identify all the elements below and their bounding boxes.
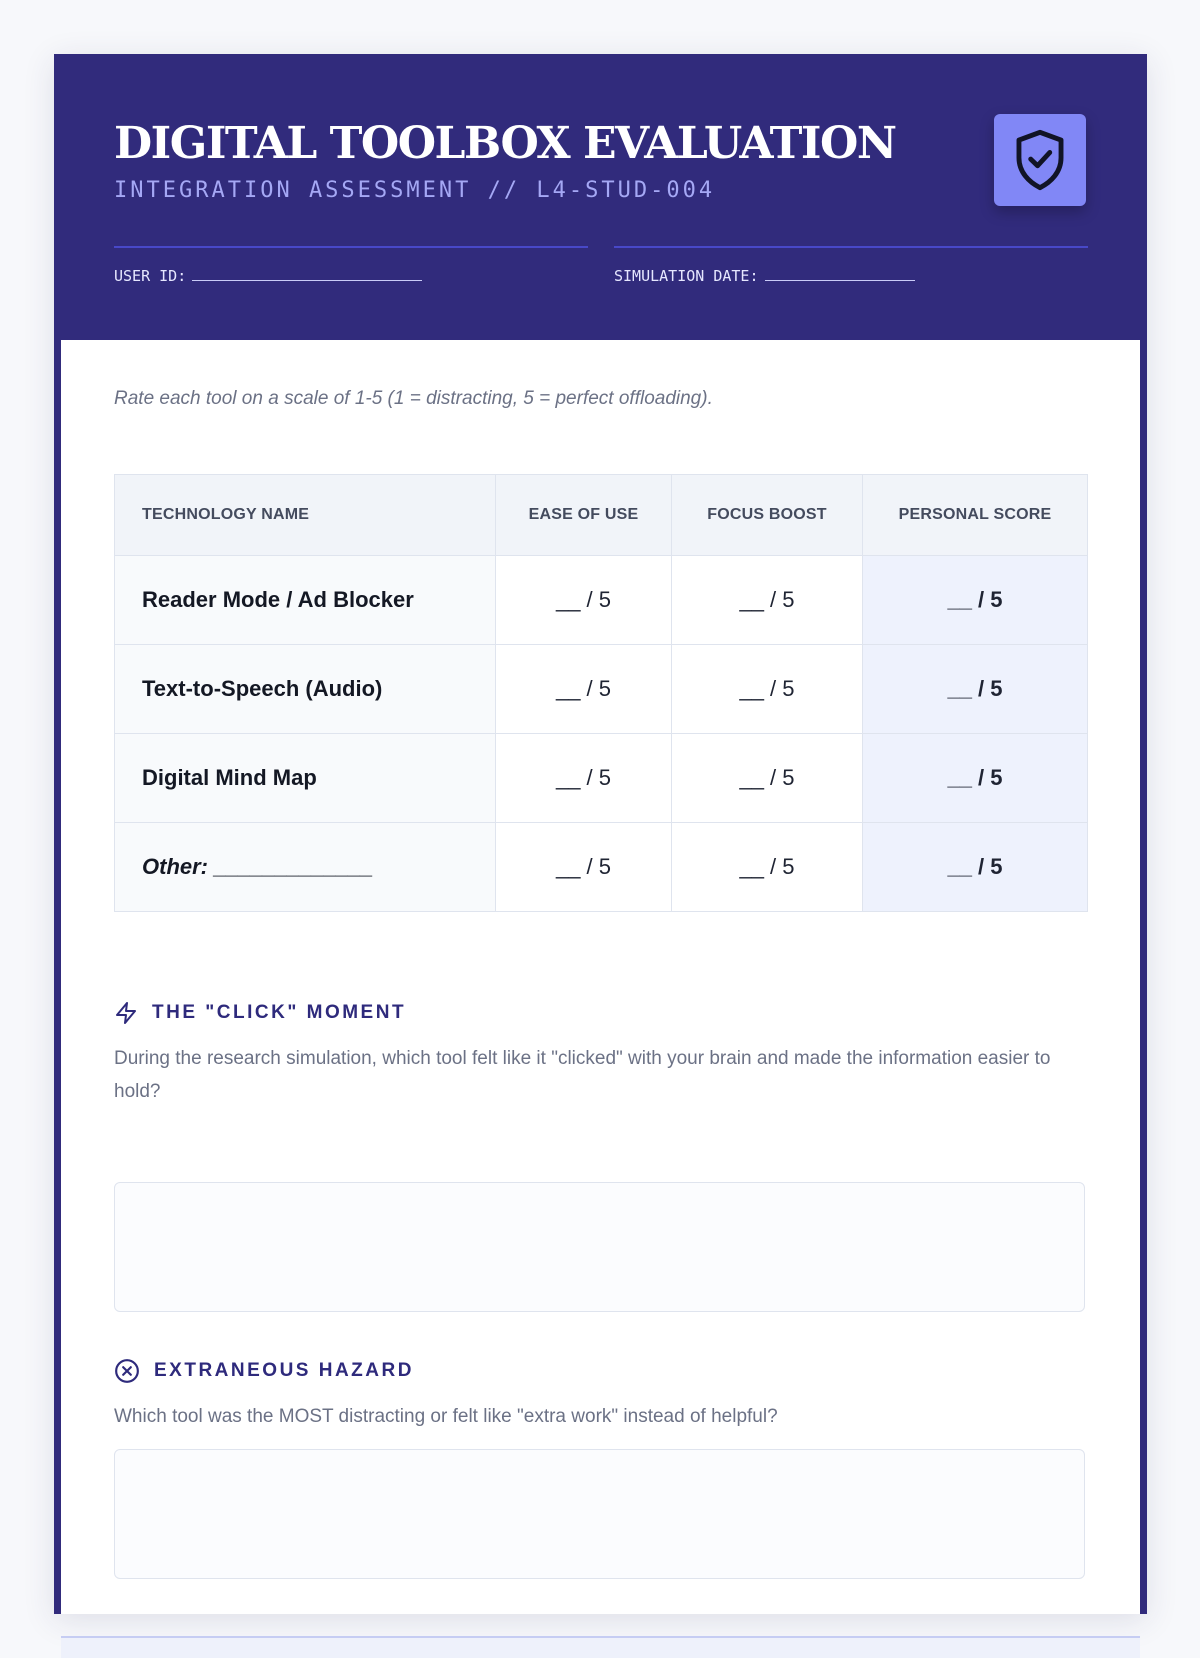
meta-divider-left xyxy=(114,246,588,248)
table-header-row xyxy=(115,475,1088,556)
personal-score[interactable]: __ / 5 xyxy=(863,645,1088,734)
user-id-blank[interactable] xyxy=(192,266,422,281)
header xyxy=(54,54,1147,340)
click-moment-heading-text: THE "CLICK" MOMENT xyxy=(152,1002,407,1023)
column-header-technology: TECHNOLOGY NAME xyxy=(115,475,496,556)
meta-divider-right xyxy=(614,246,1088,248)
lightning-icon xyxy=(114,1000,138,1026)
extraneous-hazard-question: Which tool was the MOST distracting or felt like "extra work" instead of helpful? xyxy=(114,1406,778,1427)
footer-strip xyxy=(61,1636,1140,1658)
simulation-date-field[interactable] xyxy=(614,266,915,285)
user-id-label: USER ID: xyxy=(114,267,187,285)
instructions: Rate each tool on a scale of 1-5 (1 = distracting, 5 = perfect offloading). xyxy=(114,388,713,409)
column-header-focus: FOCUS BOOST xyxy=(672,475,863,556)
personal-score[interactable]: __ / 5 xyxy=(863,734,1088,823)
focus-score[interactable]: __ / 5 xyxy=(672,556,863,645)
page-subtitle: INTEGRATION ASSESSMENT // L4-STUD-004 xyxy=(114,178,716,203)
user-id-field[interactable] xyxy=(114,266,422,285)
focus-score[interactable]: __ / 5 xyxy=(672,823,863,912)
click-moment-question: During the research simulation, which tool felt like it "clicked" with your brain and made the information easier to hold? xyxy=(114,1048,1051,1102)
simulation-date-label: SIMULATION DATE: xyxy=(614,267,759,285)
click-moment-answer-box[interactable] xyxy=(114,1182,1085,1312)
shield-check-icon xyxy=(1013,129,1067,191)
table-row xyxy=(115,734,1088,823)
shield-badge xyxy=(994,114,1086,206)
ease-score[interactable]: __ / 5 xyxy=(496,734,672,823)
personal-score[interactable]: __ / 5 xyxy=(863,823,1088,912)
evaluation-sheet xyxy=(54,54,1147,1614)
table-row xyxy=(115,556,1088,645)
form-body xyxy=(61,340,1140,1614)
table-row xyxy=(115,645,1088,734)
x-circle-icon xyxy=(114,1358,140,1384)
ease-score[interactable]: __ / 5 xyxy=(496,645,672,734)
ease-score[interactable]: __ / 5 xyxy=(496,556,672,645)
extraneous-hazard-heading xyxy=(114,1358,414,1384)
technology-name: Text-to-Speech (Audio) xyxy=(115,645,496,734)
table-row xyxy=(115,823,1088,912)
click-moment-heading xyxy=(114,1000,406,1026)
column-header-ease: EASE OF USE xyxy=(496,475,672,556)
focus-score[interactable]: __ / 5 xyxy=(672,645,863,734)
simulation-date-blank[interactable] xyxy=(765,266,915,281)
column-header-personal: PERSONAL SCORE xyxy=(863,475,1088,556)
ease-score[interactable]: __ / 5 xyxy=(496,823,672,912)
technology-name: Digital Mind Map xyxy=(115,734,496,823)
focus-score[interactable]: __ / 5 xyxy=(672,734,863,823)
extraneous-hazard-answer-box[interactable] xyxy=(114,1449,1085,1579)
rating-table xyxy=(114,474,1088,912)
extraneous-hazard-heading-text: EXTRANEOUS HAZARD xyxy=(154,1360,414,1381)
page-title: DIGITAL TOOLBOX EVALUATION xyxy=(114,118,896,169)
technology-name-other[interactable]: Other: _____________ xyxy=(115,823,496,912)
technology-name: Reader Mode / Ad Blocker xyxy=(115,556,496,645)
personal-score[interactable]: __ / 5 xyxy=(863,556,1088,645)
